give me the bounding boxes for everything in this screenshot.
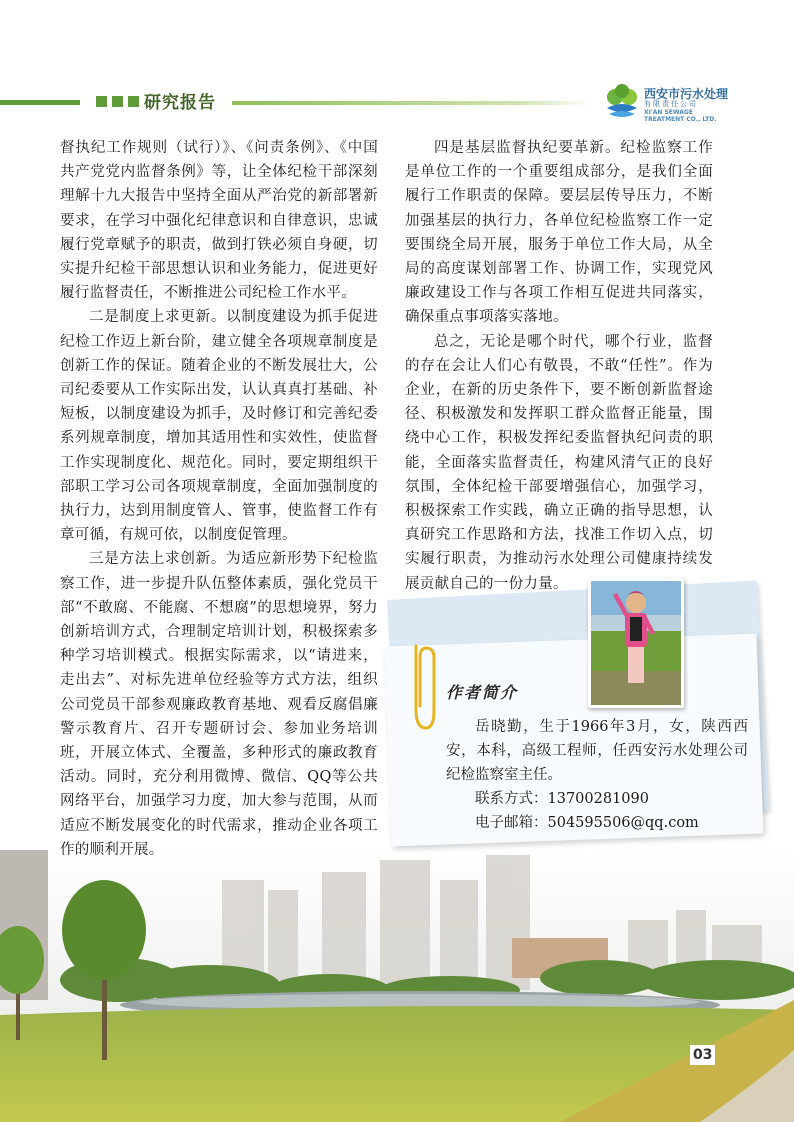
paragraph-left-3: 三是方法上求创新。为适应新形势下纪检监察工作，进一步提升队伍整体素质，强化党员干部“不敢腐、不能腐、不想腐”的思想境界，努力创新培训方式，合理制定培训计划，积极探索多种学习培训模式。根据实际需求，以“请进来，走出去”、对标先进单位经验等方式方法，组织公司党员干部参观廉政教育基地、观看反腐倡廉警示教育片、召开专题研讨会、参加业务培训班，开展立体式、全覆盖，多种形式的廉政教育活动。同时，充分利用微博、微信、QQ等公共网络平台，加强学习力度，加大参与范围，从而适应不断发展变化的时代需求，推动企业各项工作的顺利开展。 (60, 551, 378, 858)
header-square-3 (128, 96, 139, 107)
author-intro-title: 作者简介 (446, 683, 519, 702)
company-logo (604, 84, 790, 124)
header-rule-left (0, 100, 80, 105)
section-title: 研究报告 (144, 93, 216, 113)
company-logo-icon (604, 84, 640, 122)
header-rule-right (232, 101, 592, 105)
paragraph-right-2: 总之，无论是哪个时代，哪个行业，监督的存在会让人们心有敬畏，不敢“任性”。作为企业，在新的历史条件下，要不断创新监督途径、积极激发和发挥职工群众监督正能量，围绕中心工作，积极发挥纪委监督执纪问责的职能，全面落实监督责任，构建风清气正的良好氛围，全体纪检干部要增强信心，加强学习，积极探索工作实践，确立正确的指导思想，认真研究工作思路和方法，找准工作切入点，切实履行职责，为推动污水处理公司健康持续发展贡献自己的一份力量。 (405, 333, 713, 592)
paragraph-right-1: 四是基层监督执纪要革新。纪检监察工作是单位工作的一个重要组成部分，是我们全面履行工作职责的保障。要层层传导压力，不断加强基层的执行力，各单位纪检监察工作一定要围绕全局开展，服务于单位工作大局，从全局的高度谋划部署工作、协调工作，实现党风廉政建设工作与各项工作相互促进共同落实，确保重点事项落实落地。 (405, 140, 713, 326)
logo-cn-name: 西安市污水处理 (644, 87, 729, 101)
page-number: 03 (690, 1045, 715, 1065)
author-intro-text (446, 715, 748, 835)
logo-en-line2: TREATMENT CO., LTD. (644, 116, 717, 123)
author-email: 电子邮箱：504595506@qq.com (475, 815, 699, 831)
author-contact: 联系方式：13700281090 (475, 791, 649, 807)
logo-en-line1: XI'AN SEWAGE (644, 109, 693, 116)
header-square-2 (112, 96, 123, 107)
right-text-column (405, 136, 713, 596)
logo-cn-suffix: 有限责任公司 (644, 100, 698, 108)
left-text-column (60, 136, 378, 862)
header-square-1 (96, 96, 107, 107)
paragraph-left-1: 督执纪工作规则（试行）》、《问责条例》、《中国共产党党内监督条例》等，让全体纪检干部深刻理解十九大报告中坚持全面从严治党的新部署新要求，在学习中强化纪律意识和自律意识，忠诚履行党章赋予的职责，做到打铁必须自身硬，切实提升纪检干部思想认识和业务能力，促进更好履行监督责任，不断推进公司纪检工作水平。 (60, 140, 378, 302)
paper-clip-icon (402, 640, 438, 740)
author-bio: 岳晓勤，生于1966年3月，女，陕西西安，本科，高级工程师，任西安污水处理公司纪检监察室主任。 (446, 719, 748, 783)
author-photo (588, 578, 684, 708)
paragraph-left-2: 二是制度上求更新。以制度建设为抓手促进纪检工作迈上新台阶，建立健全各项规章制度是创新工作的保证。随着企业的不断发展壮大，公司纪委要从工作实际出发，认认真真打基础、补短板，以制度建设为抓手，及时修订和完善纪委系列规章制度，增加其适用性和实效性，使监督工作实现制度化、规范化。同时，要定期组织干部职工学习公司各项规章制度，全面加强制度的执行力，达到用制度管人、管事，使监督工作有章可循，有规可依，以制度促管理。 (60, 309, 378, 544)
logo-en-name (644, 109, 717, 123)
campus-scene-image (0, 850, 794, 1122)
page-header (0, 0, 794, 130)
